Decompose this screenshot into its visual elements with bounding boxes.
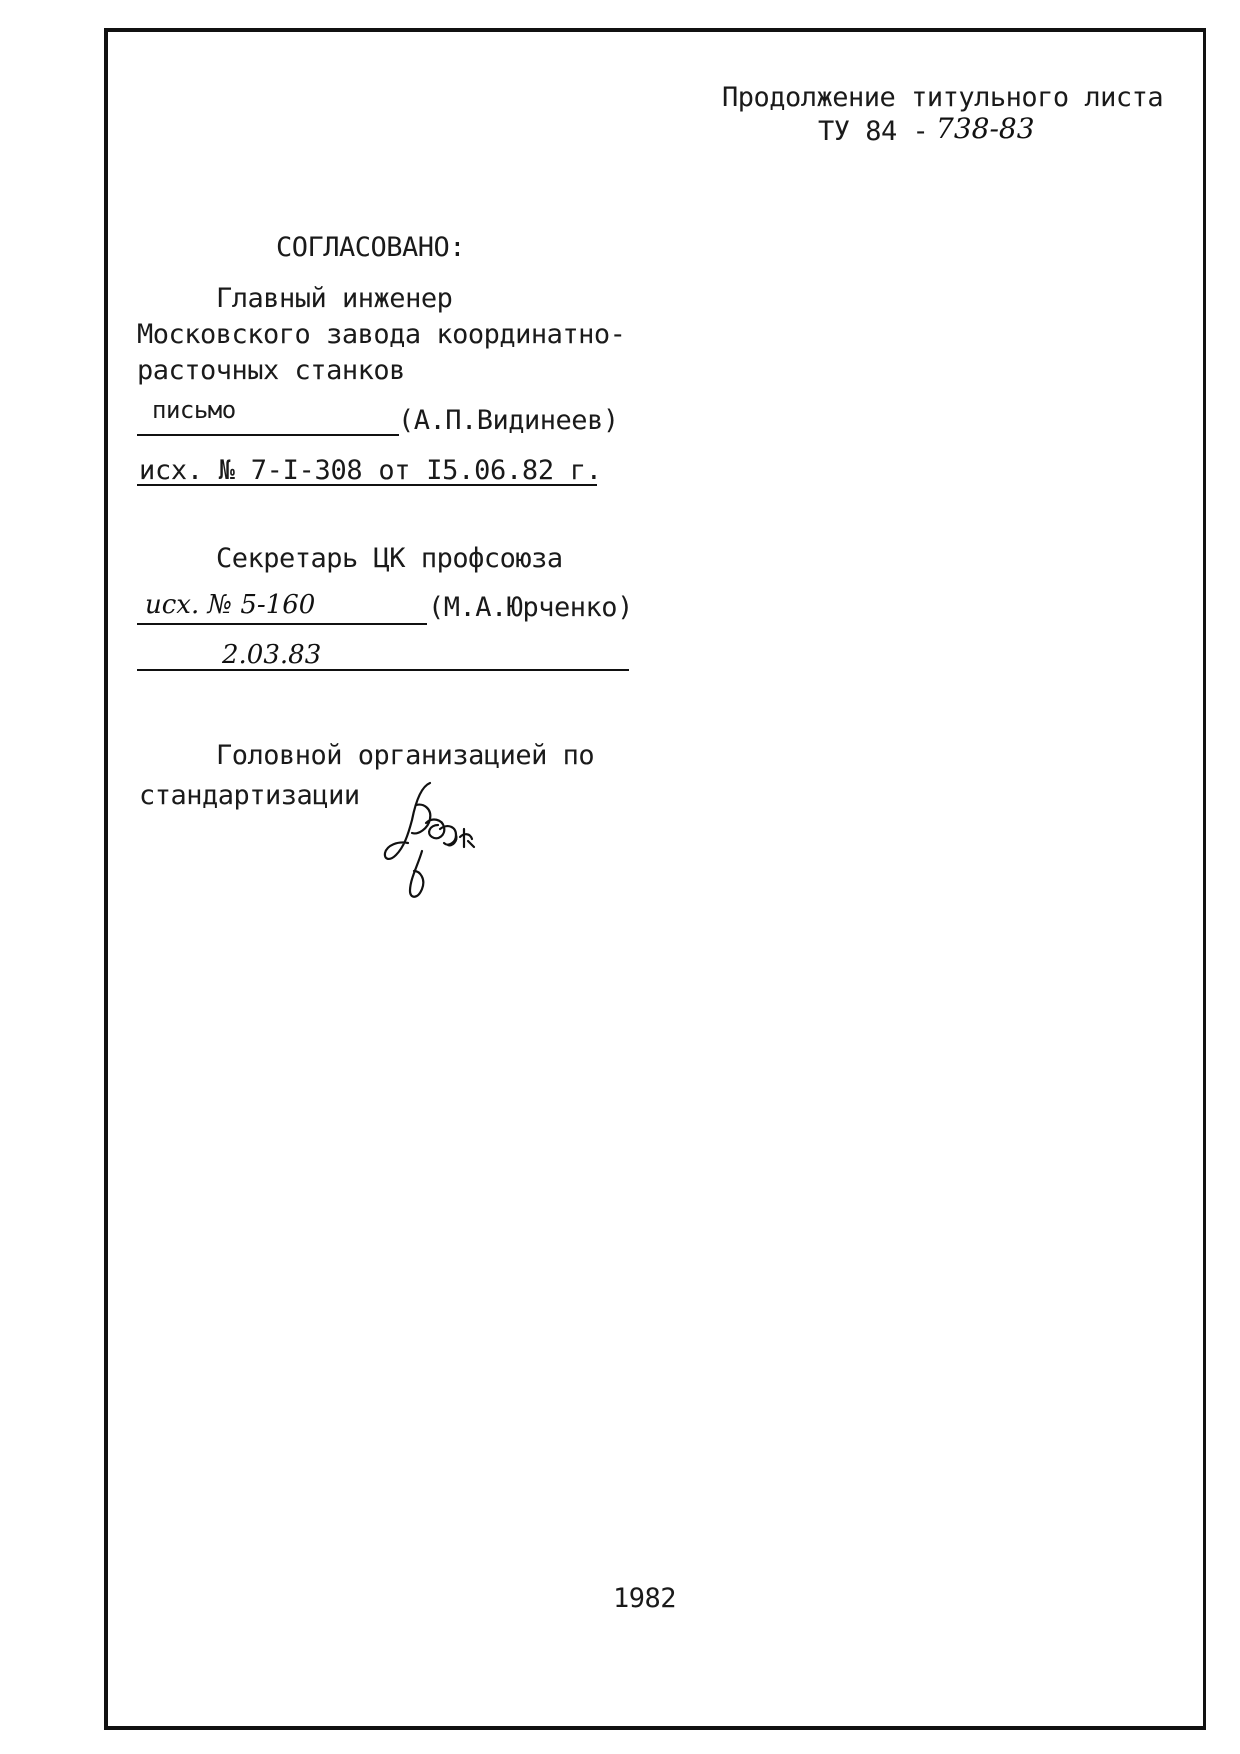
- standardization-line2: стандартизации: [139, 780, 360, 811]
- footer-year: 1982: [613, 1583, 677, 1614]
- chief-engineer-name: (А.П.Видинеев): [398, 405, 619, 436]
- tu-prefix: ТУ 84 -: [818, 116, 929, 147]
- chief-engineer-title-line1: Главный инженер: [216, 283, 453, 314]
- approval-heading: СОГЛАСОВАНО:: [276, 232, 466, 263]
- signature-line-union-secretary: [137, 623, 427, 625]
- union-secretary-name: (М.А.Юрченко): [428, 592, 633, 623]
- union-secretary-handwritten-ref: исх. № 5-160: [145, 590, 316, 620]
- tu-number-handwritten: 738-83: [936, 112, 1035, 145]
- union-secretary-title: Секретарь ЦК профсоюза: [216, 543, 563, 574]
- reference-underline: [137, 484, 597, 486]
- handwritten-signature: [360, 775, 490, 915]
- signature-line-chief-engineer: [137, 434, 399, 436]
- chief-engineer-title-line2: Московского завода координатно-: [137, 319, 626, 350]
- union-secretary-handwritten-date: 2.03.83: [222, 640, 322, 670]
- title-continuation: Продолжение титульного листа: [722, 82, 1164, 113]
- standardization-line1: Головной организацией по: [216, 740, 595, 771]
- letter-label: письмо: [152, 396, 236, 424]
- chief-engineer-title-line3: расточных станков: [137, 355, 405, 386]
- date-underline: [137, 669, 629, 671]
- chief-engineer-reference: исх. № 7-I-308 от I5.06.82 г.: [139, 455, 602, 486]
